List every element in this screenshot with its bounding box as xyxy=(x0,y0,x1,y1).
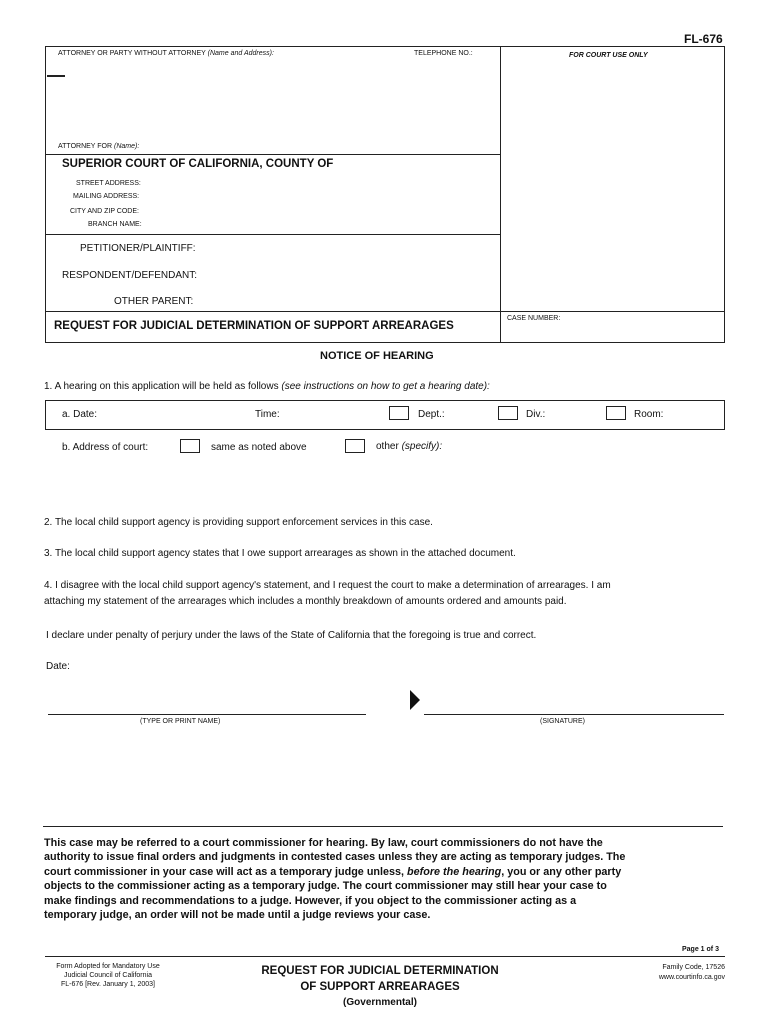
item-2-text: 2. The local child support agency is providing support enforcement services in this case. xyxy=(44,517,433,528)
street-address-label: STREET ADDRESS: xyxy=(76,180,141,187)
adopted-line-1: Form Adopted for Mandatory Use xyxy=(56,963,160,970)
mailing-address-label: MAILING ADDRESS: xyxy=(73,193,140,200)
adopted-block xyxy=(48,962,168,989)
commissioner-line-6: temporary judge, an order will not be made until a judge reviews your case. xyxy=(44,909,431,922)
hearing-intro: 1. A hearing on this application will be held as follows (see instructions on how to get a hearing date): xyxy=(44,381,490,392)
telephone-label: TELEPHONE NO.: xyxy=(414,50,473,57)
signature-label: (SIGNATURE) xyxy=(540,718,585,725)
print-name-field[interactable] xyxy=(48,695,366,713)
item-4-line-1: 4. I disagree with the local child support agency's statement, and I request the court to make a determination of arrearages. I am xyxy=(44,580,611,591)
footer-rule xyxy=(45,956,725,957)
page-indicator: Page 1 of 3 xyxy=(682,946,719,953)
declaration-text: I declare under penalty of perjury under the laws of the State of California that the foregoing is true and correct. xyxy=(46,630,537,641)
same-as-above-checkbox[interactable] xyxy=(180,439,200,453)
header-left-rule xyxy=(45,46,46,342)
signature-line xyxy=(424,714,724,715)
case-number-label: CASE NUMBER: xyxy=(507,315,561,322)
room-label: Room: xyxy=(634,409,664,420)
item-3-text: 3. The local child support agency states that I owe support arrearages as shown in the attached document. xyxy=(44,548,516,559)
other-address-label: other (specify): xyxy=(376,441,443,452)
div-label: Div.: xyxy=(526,409,546,420)
commissioner-line-5: make findings and recommendations to a judge. However, if you object to the commissioner acting as a xyxy=(44,894,577,907)
website-link[interactable]: www.courtinfo.ca.gov xyxy=(658,974,725,981)
attorney-name-address-field[interactable] xyxy=(70,60,495,138)
other-address-field[interactable] xyxy=(376,455,721,495)
petitioner-label: PETITIONER/PLAINTIFF: xyxy=(80,243,196,254)
notice-heading: NOTICE OF HEARING xyxy=(320,350,434,362)
footer-title xyxy=(230,963,530,1011)
adopted-line-2: Judicial Council of California xyxy=(64,972,152,979)
city-zip-label: CITY AND ZIP CODE: xyxy=(70,208,139,215)
print-name-line xyxy=(48,714,366,715)
title-rule xyxy=(45,311,725,312)
dept-label: Dept.: xyxy=(418,409,445,420)
case-number-field[interactable] xyxy=(505,326,720,340)
hearing-time-field[interactable] xyxy=(284,406,384,424)
footer-references xyxy=(610,963,725,983)
date-label: a. Date: xyxy=(62,409,98,420)
commissioner-notice xyxy=(44,836,625,922)
signature-field[interactable] xyxy=(424,695,724,713)
signing-date-label: Date: xyxy=(46,661,70,672)
commissioner-line-2: authority to issue final orders and judgments in contested cases unless they are acting as temporary judges. The xyxy=(44,851,626,864)
respondent-label: RESPONDENT/DEFENDANT: xyxy=(62,270,198,281)
div-checkbox[interactable] xyxy=(498,406,518,420)
form-number: FL-676 xyxy=(684,32,723,46)
court-address-label: b. Address of court: xyxy=(62,442,149,453)
attorney-mark xyxy=(47,75,65,77)
room-checkbox[interactable] xyxy=(606,406,626,420)
footer-title-line-2: OF SUPPORT ARREARAGES xyxy=(300,981,460,993)
commissioner-line-4: objects to the commissioner acting as a temporary judge. The court commissioner may still hear your case to xyxy=(44,880,607,893)
footer-title-line-3: (Governmental) xyxy=(343,997,417,1008)
hearing-date-field[interactable] xyxy=(100,406,245,424)
family-code-ref: Family Code, 17526 xyxy=(662,964,725,971)
branch-name-label: BRANCH NAME: xyxy=(88,221,142,228)
print-name-label: (TYPE OR PRINT NAME) xyxy=(140,718,221,725)
same-as-above-label: same as noted above xyxy=(211,442,307,453)
signing-date-field[interactable] xyxy=(80,658,280,674)
commissioner-line-1: This case may be referred to a court commissioner for hearing. By law, court commissioners do not have the xyxy=(44,837,603,849)
header-right-rule xyxy=(724,46,725,342)
court-name: SUPERIOR COURT OF CALIFORNIA, COUNTY OF xyxy=(62,158,334,170)
header-bottom-rule xyxy=(45,342,725,343)
other-parent-label: OTHER PARENT: xyxy=(114,296,194,307)
signature-arrow-icon xyxy=(410,690,422,710)
attorney-for-label: ATTORNEY FOR (Name): xyxy=(58,143,140,150)
commissioner-line-3: court commissioner in your case will act as a temporary judge unless, before the hearing, you or any other party xyxy=(44,865,622,878)
item-4-line-2: attaching my statement of the arrearages which includes a monthly breakdown of amounts ordered and amounts paid. xyxy=(44,596,567,607)
header-center-rule xyxy=(500,46,501,342)
footer-title-line-1: REQUEST FOR JUDICIAL DETERMINATION xyxy=(261,965,499,977)
header-top-rule xyxy=(45,46,725,47)
form-title: REQUEST FOR JUDICIAL DETERMINATION OF SUPPORT ARREARAGES xyxy=(54,320,454,332)
adopted-line-3: FL-676 [Rev. January 1, 2003] xyxy=(60,981,156,988)
court-rule xyxy=(45,154,500,155)
dept-checkbox[interactable] xyxy=(389,406,409,420)
court-use-label: FOR COURT USE ONLY xyxy=(569,52,648,59)
time-label: Time: xyxy=(255,409,280,420)
other-address-checkbox[interactable] xyxy=(345,439,365,453)
notice-top-rule xyxy=(43,826,723,827)
attorney-label: ATTORNEY OR PARTY WITHOUT ATTORNEY (Name and Address): xyxy=(58,50,274,57)
parties-rule xyxy=(45,234,500,235)
